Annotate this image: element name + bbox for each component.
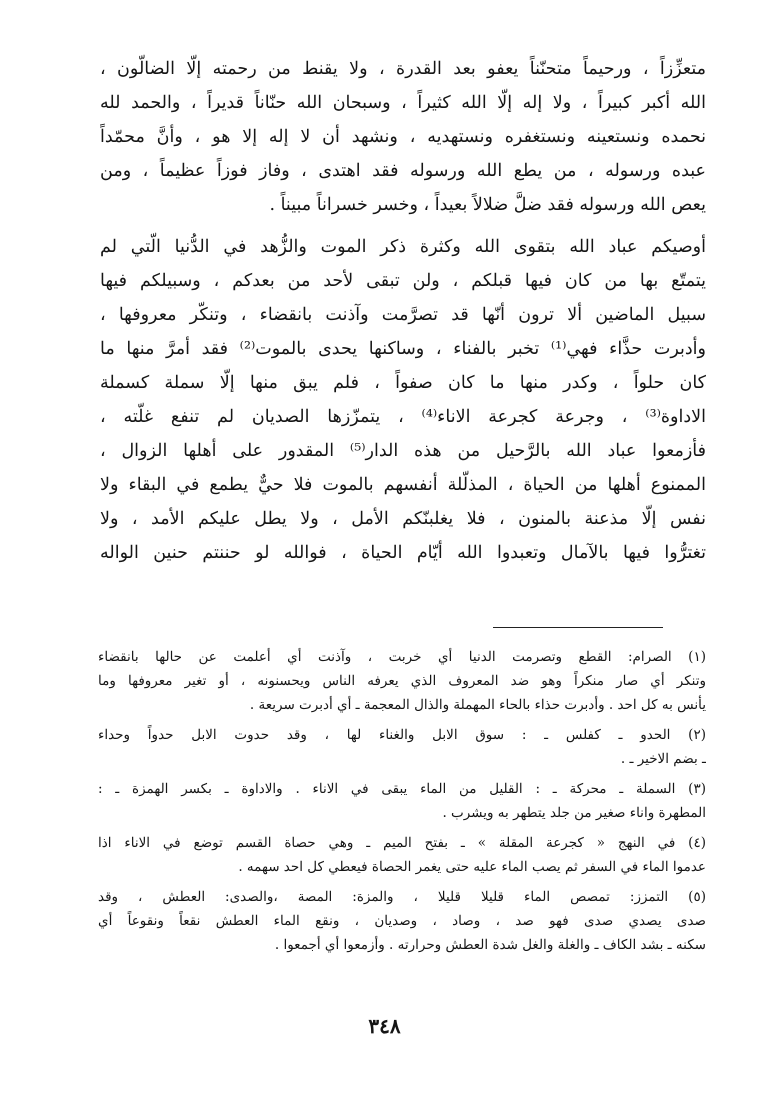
footnote-line: (١) الصرام: القطع وتصرمت الدنيا أي خربت ، وآذنت أي أعلمت عن حالها بانقضاء (98, 649, 706, 665)
footnote-3 (98, 777, 706, 825)
footnote-line: (٤) في النهج « كجرعة المقلة » ـ بفتح الميم ـ وهي حصاة القسم توضع في الاناء اذا (98, 835, 706, 851)
text-line: يتمتّع بها من كان فيها قبلكم ، ولن تبقى لأحد من بعدكم ، وسبيلكم فيها (100, 271, 706, 291)
footnote-1 (98, 645, 706, 717)
paragraph-1 (100, 52, 706, 222)
text-line: متعزِّزاً ، ورحيماً متحنّناً يعفو بعد القدرة ، ولا يقنط من رحمته إلّا الضالّون ، (100, 59, 706, 79)
footnote-divider (493, 627, 663, 628)
text-line: فأزمعوا عباد الله بالرَّحيل من هذه الدار⁽⁵⁾ المقدور على أهلها الزوال ، (100, 441, 706, 461)
text-line: أوصيكم عباد الله بتقوى الله وكثرة ذكر الموت والزُّهد في الدُّنيا الّتي لم (100, 237, 706, 257)
text-line: نفس إلّا مذعنة بالمنون ، فلا يغلبنّكم الأمل ، ولا يطل عليكم الأمد ، ولا (100, 509, 706, 529)
footnote-line: المطهرة واناء صغير من جلد يتطهر به ويشرب . (442, 805, 706, 821)
text-line: الممنوع أهلها من الحياة ، المذلّلة أنفسهم بالموت فلا حيٌّ يطمع في البقاء ولا (100, 475, 706, 495)
footnote-line: سكنه ـ بشد الكاف ـ والغلة والغل شدة العطش وحرارته . وأزمعوا أي أجمعوا . (274, 937, 706, 953)
text-line: تغترُّوا فيها بالآمال وتعبدوا الله أيّام الحياة ، فوالله لو حننتم حنين الواله (100, 543, 706, 563)
footnote-2 (98, 723, 706, 771)
footnote-line: صدى يصدي صدى فهو صد ، وصاد ، وصديان ، ونقع الماء العطش نقعاً ونقوعاً أي (98, 913, 706, 929)
footnote-5 (98, 885, 706, 957)
paragraph-2 (100, 230, 706, 570)
footnote-line: (٥) التمزز: تمصص الماء قليلا قليلا ، والمزة: المصة ،والصدى: العطش ، وقد (98, 889, 706, 905)
footnote-line: عدموا الماء في السفر ثم يصب الماء عليه حتى يغمر الحصاة فيعطي كل احد سهمه . (238, 859, 706, 875)
footnote-line: (٢) الحدو ـ كفلس ـ : سوق الابل والغناء لها ، وقد حدوت الابل حدواً وحداء (98, 727, 706, 743)
footnote-line: يأنس به كل احد . وأدبرت حذاء بالحاء المهملة والذال المعجمة ـ أي أدبرت سريعة . (249, 697, 706, 713)
text-line: سبيل الماضين ألا ترون أنّها قد تصرَّمت وآذنت بانقضاء ، وتنكّر معروفها ، (100, 305, 706, 325)
page-number: ٣٤٨ (368, 1014, 401, 1038)
footnote-line: ـ بضم الاخير ـ . (620, 751, 706, 767)
footnote-4 (98, 831, 706, 879)
text-line: الله أكبر كبيراً ، ولا إله إلّا الله كثيراً ، وسبحان الله حنّاناً قديراً ، والحمد لله (100, 93, 706, 113)
text-line: وأدبرت حذَّاء فهي⁽¹⁾ تخبر بالفناء ، وساكنها يحدى بالموت⁽²⁾ فقد أمرَّ منها ما (100, 339, 706, 359)
text-line: نحمده ونستعينه ونستغفره ونستهديه ، ونشهد أن لا إله إلا هو ، وأنَّ محمّداً (100, 127, 706, 147)
main-text (100, 52, 706, 570)
text-line: يعص الله ورسوله فقد ضلَّ ضلالاً بعيداً ، وخسر خسراناً مبيناً . (269, 195, 706, 215)
text-line: عبده ورسوله ، من يطع الله ورسوله فقد اهتدى ، وفاز فوزاً عظيماً ، ومن (100, 161, 706, 181)
footnotes (98, 645, 706, 963)
text-line: الاداوة⁽³⁾ ، وجرعة كجرعة الاناء⁽⁴⁾ ، يتمزّزها الصديان لم تنفع غلّته ، (100, 407, 706, 427)
text-line: كان حلواً ، وكدر منها ما كان صفواً ، فلم يبق منها إلّا سملة كسملة (100, 373, 706, 393)
footnote-line: وتنكر أي صار منكراً وهو ضد المعروف الذي يعرفه الناس ويحسنونه ، أو تغير معروفها وما (98, 673, 706, 689)
footnote-line: (٣) السملة ـ محركة ـ : القليل من الماء يبقى في الاناء . والاداوة ـ بكسر الهمزة ـ : (98, 781, 706, 797)
